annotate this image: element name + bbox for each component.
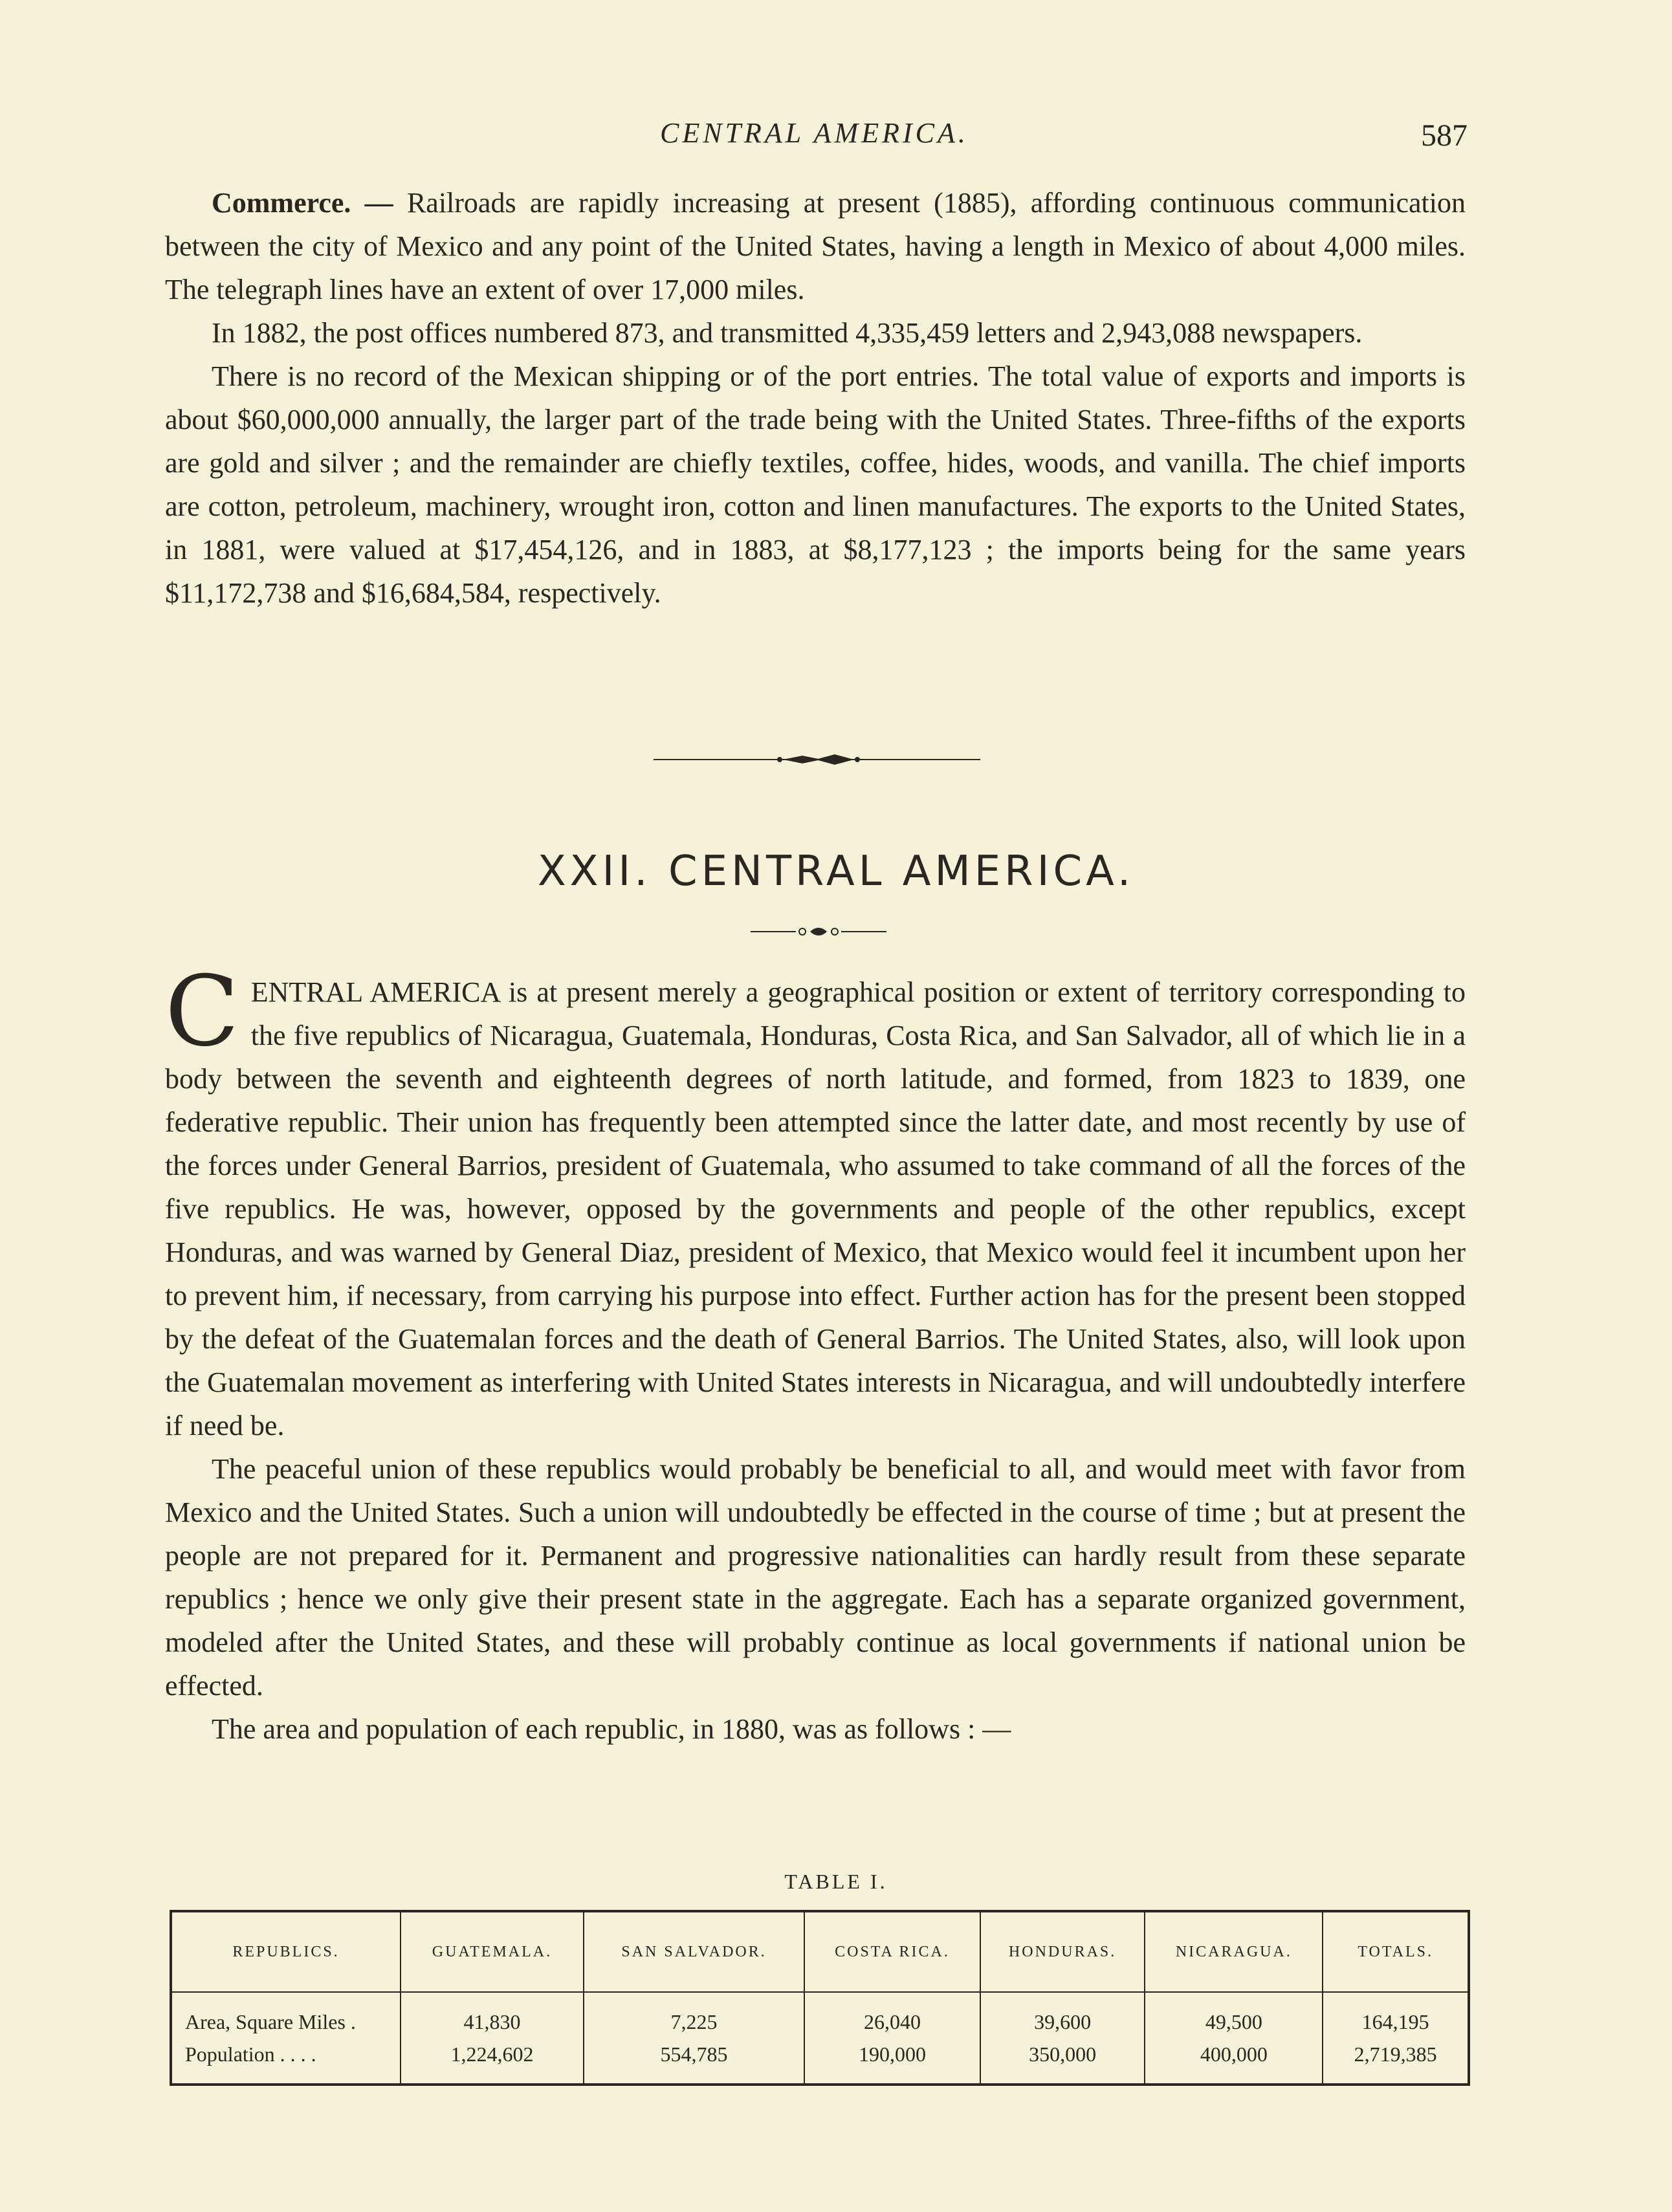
san-salvador-cell [584,1992,804,2085]
guatemala-area: 41,830 [463,2010,521,2033]
header-honduras: HONDURAS. [980,1911,1145,1992]
central-america-section [165,956,1466,1751]
title-ornament [751,922,886,941]
header-republics: REPUBLICS. [171,1911,401,1992]
commerce-p1-text: Railroads are rapidly increasing at present (1885), affording continuous communication between the city of Mexico and any point of the United States, having a length in Mexico of about 4,000 miles. The telegraph lines have an extent of over 17,000 miles. [165,187,1466,305]
honduras-population: 350,000 [1029,2042,1097,2066]
header-guatemala: GUATEMALA. [401,1911,584,1992]
costa-rica-area: 26,040 [864,2010,921,2033]
honduras-cell [980,1992,1145,2085]
honduras-area: 39,600 [1034,2010,1092,2033]
commerce-paragraph-2: In 1882, the post offices numbered 873, and transmitted 4,335,459 letters and 2,943,088 newspapers. [212,317,1363,349]
row-label-area: Area, Square Miles . [185,2010,356,2033]
header-nicaragua: NICARAGUA. [1145,1911,1323,1992]
dropcap-letter: C [165,956,239,1068]
section-title: XXII. CENTRAL AMERICA. [537,848,1135,895]
commerce-section [165,181,1466,615]
table-row [171,1992,1469,2085]
section-divider-ornament [654,750,980,769]
commerce-paragraph-3: There is no record of the Mexican shipping or of the port entries. The total value of exports and imports is about $60,000,000 annually, the larger part of the trade being with the United States. Three-fifths of the exports are gold and silver ; and the remainder are chiefly textiles, coffee, hides, woods, and vanilla. The chief imports are cotton, petroleum, machinery, wrought iron, cotton and linen manufactures. The exports to the United States, in 1881, were valued at $17,454,126, and in 1883, at $8,177,123 ; the imports being for the same years $11,172,738 and $16,684,584, respectively. [165,360,1466,609]
guatemala-cell [401,1992,584,2085]
running-title: CENTRAL AMERICA. [660,117,969,149]
row-labels-cell [171,1992,401,2085]
table-header-row [171,1911,1469,1992]
guatemala-population: 1,224,602 [450,2042,534,2066]
header-costa-rica: COSTA RICA. [804,1911,980,1992]
nicaragua-area: 49,500 [1205,2010,1262,2033]
republics-table [170,1910,1470,2086]
totals-population: 2,719,385 [1354,2042,1437,2066]
page-number: 587 [1421,118,1468,153]
table-caption: TABLE I. [784,1870,888,1893]
san-salvador-area: 7,225 [670,2010,718,2033]
commerce-lead: Commerce. — [212,187,407,219]
san-salvador-population: 554,785 [660,2042,728,2066]
nicaragua-population: 400,000 [1200,2042,1268,2066]
central-america-paragraph-1 [165,956,1466,1447]
commerce-paragraph-1 [165,181,1466,311]
header-totals: TOTALS. [1323,1911,1469,1992]
central-america-paragraph-2: The peaceful union of these republics would probably be beneficial to all, and would meet with favor from Mexico and the United States. Such a union will undoubtedly be effected in the course of time ; but at present the people are not prepared for it. Permanent and progressive nationalities can hardly result from these separate republics ; hence we only give their present state in the aggregate. Each has a separate organized government, modeled after the United States, and these will probably continue as local governments if national union be effected. [165,1453,1466,1702]
totals-area: 164,195 [1361,2010,1429,2033]
costa-rica-population: 190,000 [859,2042,926,2066]
central-america-p1-text: ENTRAL AMERICA is at present merely a geographical position or extent of territory corresponding to the five republics of Nicaragua, Guatemala, Honduras, Costa Rica, and San Salvador, all of which lie in a body between the seventh and eighteenth degrees of north latitude, and formed, from 1823 to 1839, one federative republic. Their union has frequently been attempted since the latter date, and most recently by use of the forces under General Barrios, president of Guatemala, who assumed to take command of all the forces of the five republics. He was, however, opposed by the governments and people of the other republics, except Honduras, and was warned by General Diaz, president of Mexico, that Mexico would feel it incumbent upon her to prevent him, if necessary, from carrying his purpose into effect. Further action has for the present been stopped by the defeat of the Guatemalan forces and the death of General Barrios. The United States, also, will look upon the Guatemalan movement as interfering with United States interests in Nicaragua, and will undoubtedly interfere if need be. [165,976,1466,1441]
central-america-paragraph-3: The area and population of each republic, in 1880, was as follows : — [212,1713,1011,1745]
costa-rica-cell [804,1992,980,2085]
header-san-salvador: SAN SALVADOR. [584,1911,804,1992]
totals-cell [1323,1992,1469,2085]
nicaragua-cell [1145,1992,1323,2085]
row-label-population: Population . . . . [185,2042,316,2066]
